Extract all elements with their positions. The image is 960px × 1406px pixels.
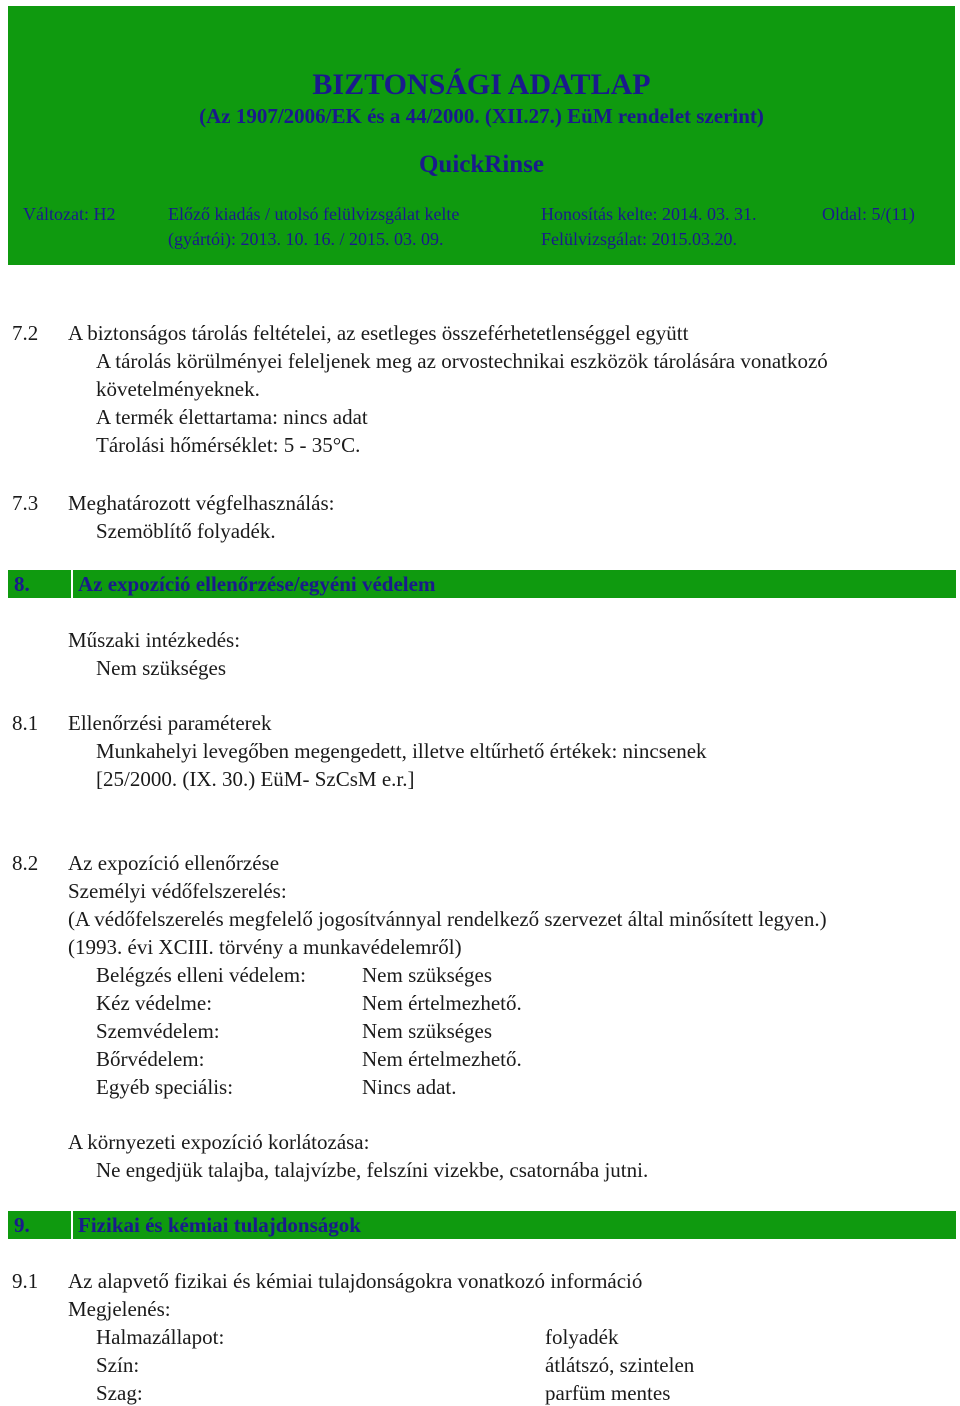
ppe-law-note: (1993. évi XCIII. törvény a munkavédelemről) [68,935,462,959]
product-name: QuickRinse [418,151,545,178]
ppe-label: Személyi védőfelszerelés: [68,879,287,903]
revision-date: Felülvizsgálat: 2015.03.20. [541,229,737,249]
section-7-3-number: 7.3 [12,491,39,515]
appearance-label: Megjelenés: [68,1297,171,1321]
section-7-3-text: Szemöblítő folyadék. [96,519,276,543]
document-title: BIZTONSÁGI ADATLAP [312,68,651,101]
section-8-1-heading: Ellenőrzési paraméterek [68,711,272,735]
section-7-2-text: A tárolás körülményei feleljenek meg az orvostechnikai eszközök tárolására vonatkozó [96,349,828,373]
property-value: folyadék [545,1325,619,1349]
ppe-row-label: Bőrvédelem: [96,1047,205,1071]
section-8-bar [8,570,956,598]
section-7-2-heading: A biztonságos tárolás feltételei, az esetleges összeférhetetlenséggel együtt [68,321,689,345]
divider [71,570,73,598]
prev-issue-line1: Előző kiadás / utolsó felülvizsgálat kelte [168,204,460,224]
section-8-2-heading: Az expozíció ellenőrzése [68,851,280,875]
property-label: Halmazállapot: [96,1325,225,1349]
ppe-row-value: Nem értelmezhető. [362,991,522,1015]
env-exposure-label: A környezeti expozíció korlátozása: [68,1130,370,1154]
section-9-1-heading: Az alapvető fizikai és kémiai tulajdonságokra vonatkozó információ [68,1269,643,1293]
ppe-row-label: Szemvédelem: [96,1019,220,1043]
section-8-2-number: 8.2 [12,851,39,875]
technical-measures-label: Műszaki intézkedés: [68,628,241,652]
section-8-1-number: 8.1 [12,711,39,735]
section-9-1-number: 9.1 [12,1269,39,1293]
document-header [8,6,955,265]
section-7-2-text: követelményeknek. [96,377,260,401]
divider [71,1211,73,1239]
ppe-row-value: Nincs adat. [362,1075,457,1099]
section-8-1-regulation: [25/2000. (IX. 30.) EüM- SzCsM e.r.] [96,767,415,791]
section-8-title: Az expozíció ellenőrzése/egyéni védelem [78,572,436,596]
ppe-row-value: Nem értelmezhető. [362,1047,522,1071]
prev-issue-line2: (gyártói): 2013. 10. 16. / 2015. 03. 09. [168,229,444,249]
property-label: Szín: [96,1353,140,1377]
version-label: Változat: H2 [23,204,116,224]
section-7-2-number: 7.2 [12,321,39,345]
section-8-number: 8. [14,572,30,596]
section-9-title: Fizikai és kémiai tulajdonságok [78,1213,361,1237]
ppe-row-value: Nem szükséges [362,1019,493,1043]
section-8-1-text: Munkahelyi levegőben megengedett, illetve eltűrhető értékek: nincsenek [96,739,707,763]
document-subtitle: (Az 1907/2006/EK és a 44/2000. (XII.27.) EüM rendelet szerint) [199,104,764,128]
ppe-row-label: Kéz védelme: [96,991,213,1015]
ppe-row-value: Nem szükséges [362,963,493,987]
ppe-row-label: Belégzés elleni védelem: [96,963,306,987]
section-9-number: 9. [14,1213,30,1237]
property-value: parfüm mentes [545,1381,671,1405]
ppe-note: (A védőfelszerelés megfelelő jogosítvánnyal rendelkező szervezet által minősített legyen.) [68,907,827,931]
localized-date: Honosítás kelte: 2014. 03. 31. [541,204,757,224]
env-exposure-value: Ne engedjük talajba, talajvízbe, felszíni vizekbe, csatornába jutni. [96,1158,649,1182]
ppe-row-label: Egyéb speciális: [96,1075,234,1099]
section-7-2-storage-temp: Tárolási hőmérséklet: 5 - 35°C. [96,433,361,457]
technical-measures-value: Nem szükséges [96,656,227,680]
section-9-bar [8,1211,956,1239]
section-7-3-heading: Meghatározott végfelhasználás: [68,491,335,515]
section-7-2-shelf-life: A termék élettartama: nincs adat [96,405,368,429]
page-number: Oldal: 5/(11) [822,204,915,224]
property-label: Szag: [96,1381,143,1405]
property-value: átlátszó, szintelen [545,1353,695,1377]
